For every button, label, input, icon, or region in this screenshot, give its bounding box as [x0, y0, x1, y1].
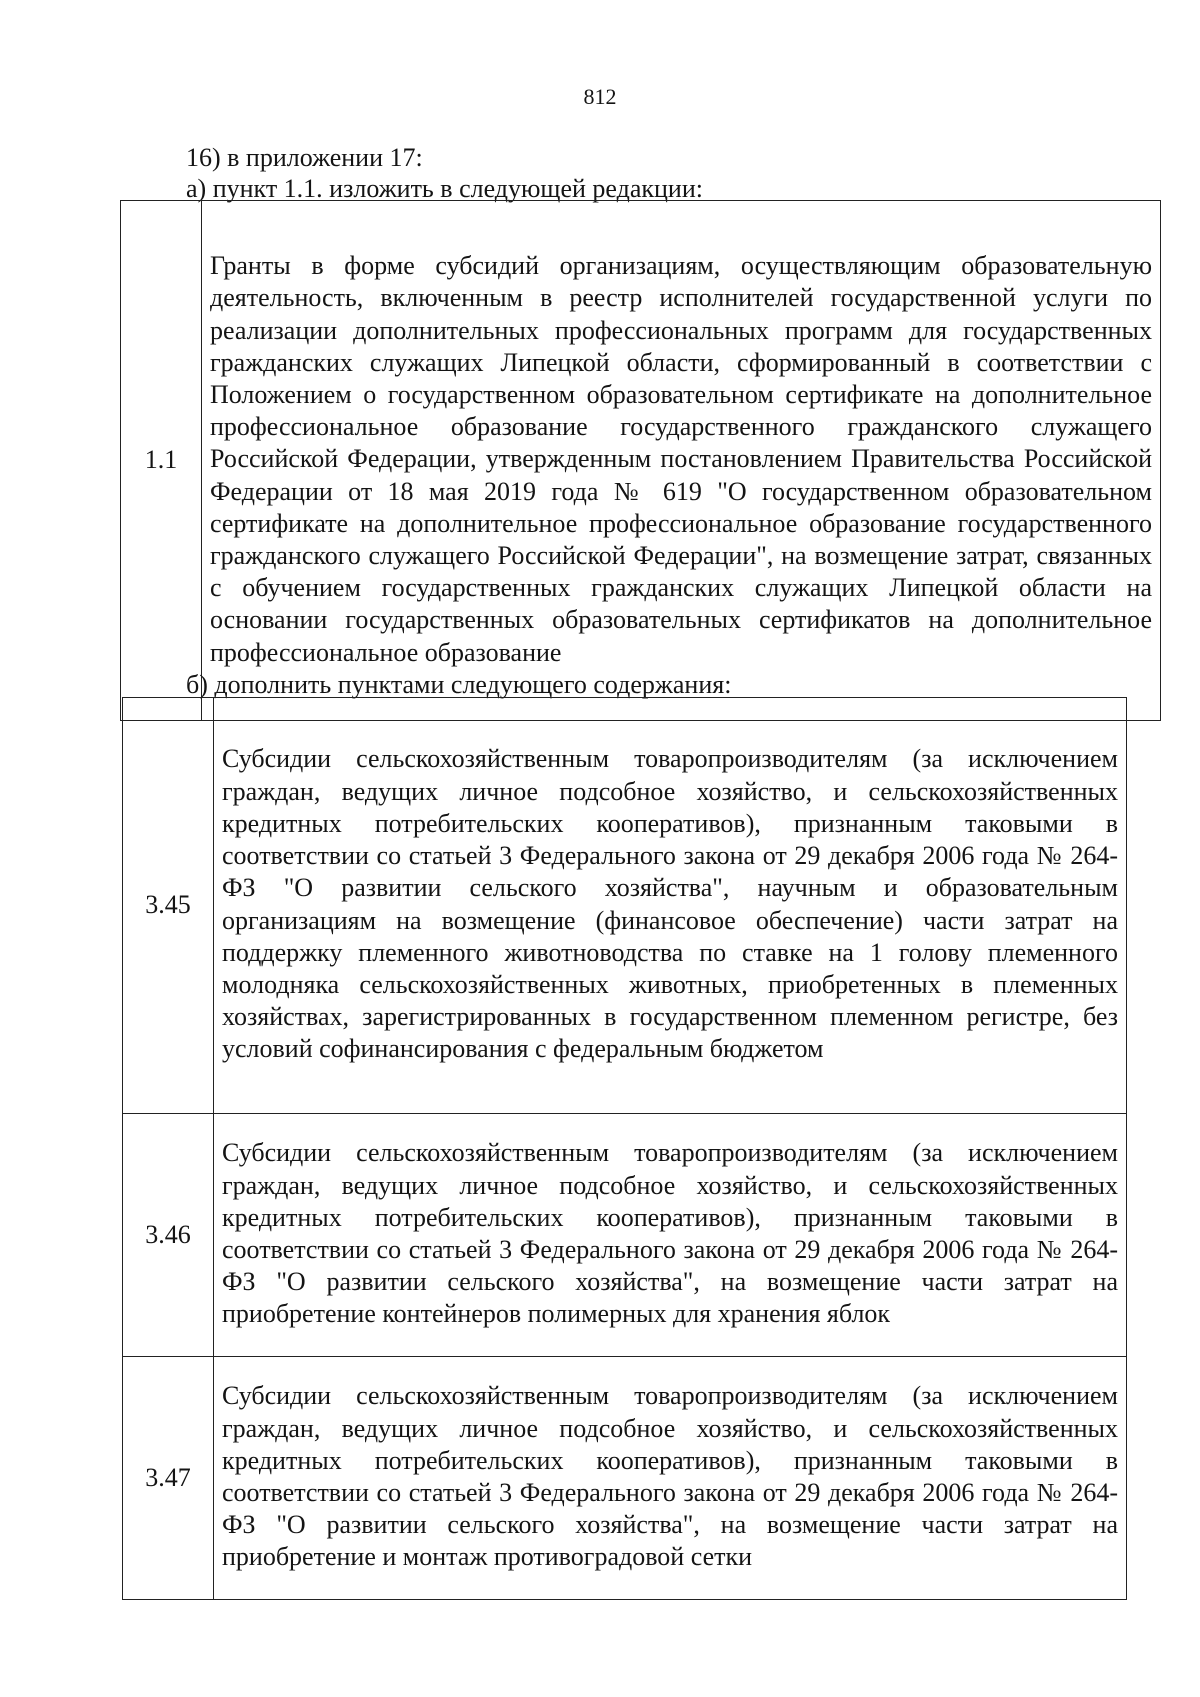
table-row	[123, 698, 1127, 1114]
row-text-content: Субсидии сельскохозяйственным товаропроизводителям (за исключением граждан, ведущих личное подсобное хозяйство, и сельскохозяйственных кредитных потребительских кооперативов), признанным таковыми в соответствии со статьей 3 Федерального закона от 29 декабря 2006 года № 264-ФЗ "О развитии сельского хозяйства", научным и образовательным организациям на возмещение (финансовое обеспечение) части затрат на поддержку племенного животноводства по ставке на 1 голову племенного молодняка сельскохозяйственных животных, приобретенных в племенных хозяйствах, зарегистрированных в государственном племенном регистре, без условий софинансирования с федеральным бюджетом	[222, 744, 1118, 1064]
row-text-content: Гранты в форме субсидий организациям, осуществляющим образовательную деятельность, включенным в реестр исполнителей государственной услуги по реализации дополнительных профессиональных программ для государственных гражданских служащих Липецкой области, сформированный в соответствии с Положением о государственном образовательном сертификате на дополнительное профессиональное образование государственного гражданского служащего Российской Федерации, утвержденным постановлением Правительства Российской Федерации от 18 мая 2019 года № 619 "О государственном образовательном сертификате на дополнительное профессиональное образование государственного гражданского служащего Российской Федерации", на возмещение затрат, связанных с обучением государственных гражданских служащих Липецкой области на основании государственных образовательных сертификатов на дополнительное профессиональное образование	[210, 251, 1152, 667]
row-number: 1.1	[121, 201, 202, 721]
row-text	[214, 1357, 1127, 1600]
row-text	[214, 1114, 1127, 1357]
row-number: 3.45	[123, 698, 214, 1114]
table-row	[123, 1357, 1127, 1600]
amendment-subitem-a: а) пункт 1.1. изложить в следующей редакции:	[186, 174, 703, 203]
table-row	[123, 1114, 1127, 1357]
table-new-clauses	[122, 697, 1127, 1600]
table-clause-1-1	[120, 200, 1161, 721]
row-number: 3.47	[123, 1357, 214, 1600]
row-text-content: Субсидии сельскохозяйственным товаропроизводителям (за исключением граждан, ведущих личное подсобное хозяйство, и сельскохозяйственных кредитных потребительских кооперативов), признанным таковыми в соответствии со статьей 3 Федерального закона от 29 декабря 2006 года № 264-ФЗ "О развитии сельского хозяйства", на возмещение части затрат на приобретение контейнеров полимерных для хранения яблок	[222, 1138, 1118, 1329]
amendment-subitem-b: б) дополнить пунктами следующего содержания:	[186, 670, 732, 699]
page-number: 812	[583, 84, 617, 109]
row-text	[214, 698, 1127, 1114]
table-row	[121, 201, 1161, 721]
row-number: 3.46	[123, 1114, 214, 1357]
row-text	[202, 201, 1161, 721]
row-text-content: Субсидии сельскохозяйственным товаропроизводителям (за исключением граждан, ведущих личное подсобное хозяйство, и сельскохозяйственных кредитных потребительских кооперативов), признанным таковыми в соответствии со статьей 3 Федерального закона от 29 декабря 2006 года № 264-ФЗ "О развитии сельского хозяйства", на возмещение части затрат на приобретение и монтаж противоградовой сетки	[222, 1381, 1118, 1572]
amendment-item-16: 16) в приложении 17:	[186, 143, 423, 172]
